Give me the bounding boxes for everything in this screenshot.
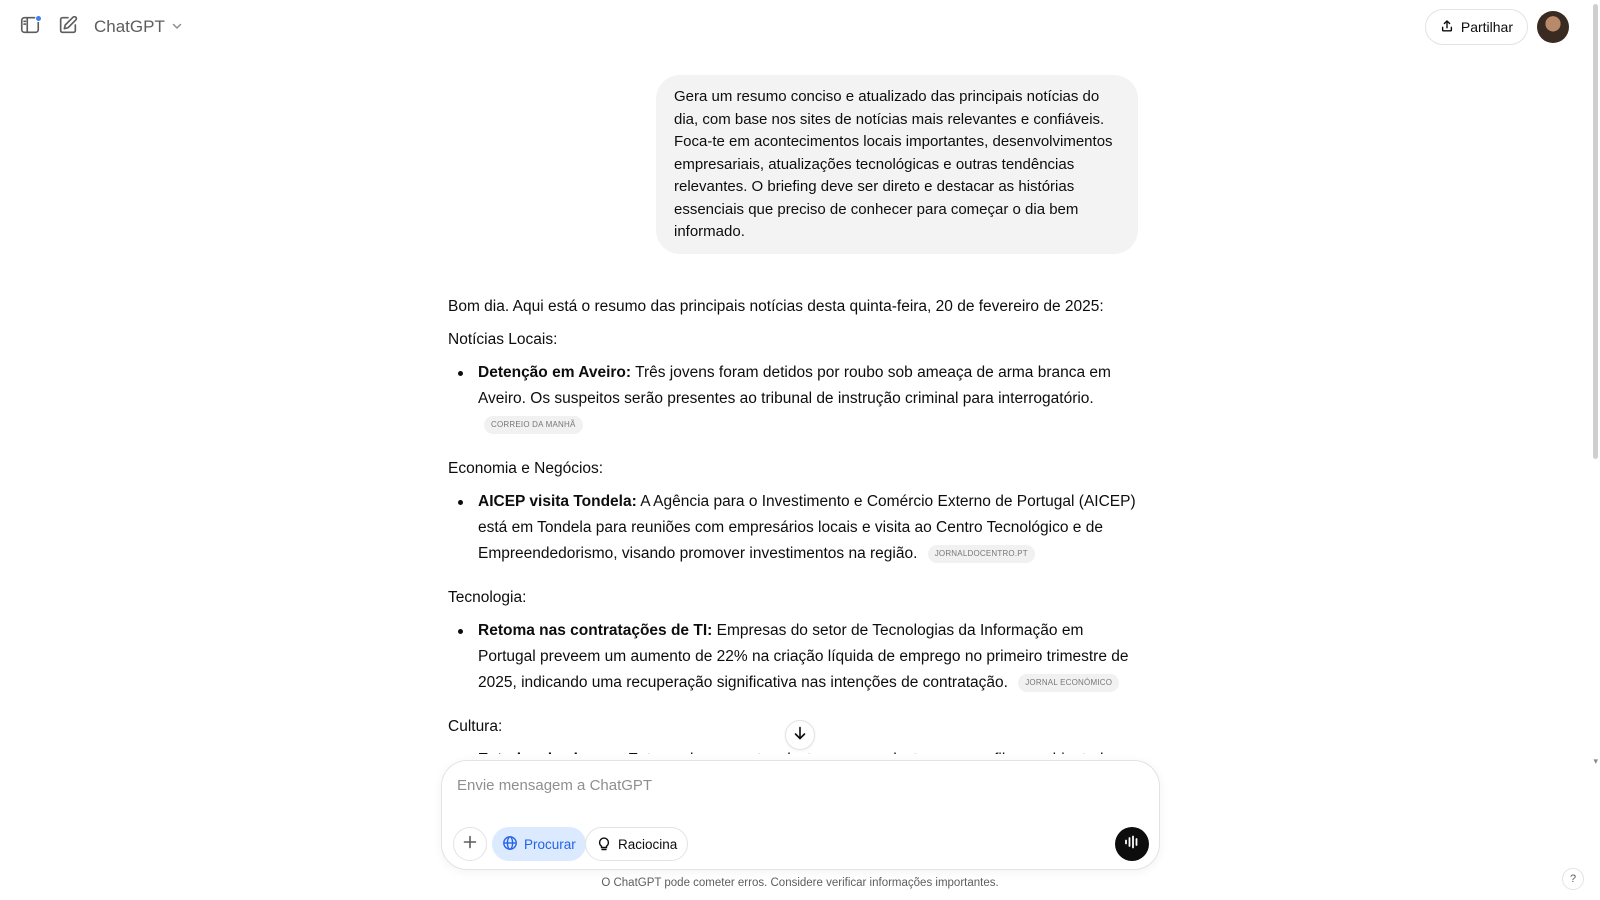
- plus-icon: [462, 833, 478, 856]
- message-composer: [441, 760, 1160, 870]
- scroll-to-bottom-button[interactable]: [785, 720, 815, 750]
- user-message: Gera um resumo conciso e atualizado das principais notícias do dia, com base nos sites de notícias mais relevantes e confiáveis. Foca-te em acontecimentos locais importantes, desenvolvimentos empresariais, atualizações tecnológicas e outras tendências relevantes. O briefing deve ser direto e destacar as histórias essenciais que preciso de conhecer para começar o dia bem informado.: [656, 75, 1138, 254]
- list-item: [478, 360, 1138, 438]
- reason-toggle-button[interactable]: [585, 827, 688, 861]
- share-label: Partilhar: [1460, 19, 1513, 35]
- item-text: Três jovens foram detidos por roubo sob ameaça de arma branca em Aveiro. Os suspeitos serão presentes ao tribunal de instrução criminal para interrogatório.: [478, 363, 1111, 407]
- section-list-economy: [448, 489, 1138, 567]
- avatar[interactable]: [1537, 11, 1569, 43]
- new-chat-button[interactable]: [53, 12, 83, 42]
- conversation: [448, 75, 1138, 817]
- section-heading-local: Notícias Locais:: [448, 330, 558, 348]
- sidebar-toggle-button[interactable]: [15, 12, 45, 42]
- item-title: Detenção em Aveiro:: [478, 363, 632, 381]
- scrollbar[interactable]: [1590, 0, 1600, 900]
- section-list-technology: [448, 618, 1138, 696]
- item-title: AICEP visita Tondela:: [478, 492, 637, 510]
- disclaimer-text: O ChatGPT pode cometer erros. Considere verificar informações importantes.: [601, 877, 999, 889]
- chevron-down-icon: [171, 17, 183, 37]
- section-list-local: [448, 360, 1138, 438]
- section-heading-technology: Tecnologia:: [448, 588, 527, 606]
- item-text: A Agência para o Investimento e Comércio Externo de Portugal (AICEP) está em Tondela para reuniões com empresários locais e visita ao Centro Tecnológico e de Empreendedorismo, visando promover investimentos na região.: [478, 492, 1136, 562]
- scroll-down-arrow-icon[interactable]: ▾: [1593, 756, 1598, 766]
- top-bar: [0, 0, 1600, 54]
- list-item: [478, 618, 1138, 696]
- source-chip[interactable]: CORREIO DA MANHÃ: [484, 416, 583, 434]
- share-icon: [1440, 19, 1454, 36]
- scrollbar-thumb[interactable]: [1593, 4, 1598, 459]
- list-item: [478, 489, 1138, 567]
- assistant-intro: Bom dia. Aqui está o resumo das principais notícias desta quinta-feira, 20 de fevereiro de 2025:: [448, 297, 1104, 315]
- section-heading-culture: Cultura:: [448, 717, 503, 735]
- source-chip[interactable]: JORNAL ECONÓMICO: [1018, 674, 1119, 692]
- item-text: Empresas do setor de Tecnologias da Informação em Portugal preveem um aumento de 22% na criação líquida de emprego no primeiro trimestre de 2025, indicando uma recuperação significativa nas intenções de contratação.: [478, 621, 1129, 691]
- model-name: ChatGPT: [94, 17, 165, 36]
- section-heading-economy: Economia e Negócios:: [448, 459, 604, 477]
- arrow-down-icon: [792, 725, 808, 746]
- help-button[interactable]: ?: [1562, 868, 1584, 890]
- new-chat-icon: [57, 14, 79, 41]
- lightbulb-icon: [596, 835, 612, 854]
- globe-icon: [502, 835, 518, 854]
- voice-waveform-icon: [1123, 833, 1141, 856]
- reason-label: Raciocina: [618, 836, 678, 852]
- item-title: Retoma nas contratações de TI:: [478, 621, 713, 639]
- message-input[interactable]: [457, 772, 1117, 798]
- attach-button[interactable]: [453, 827, 487, 861]
- search-toggle-button[interactable]: [492, 827, 586, 861]
- voice-mode-button[interactable]: [1115, 827, 1149, 861]
- share-button[interactable]: [1425, 9, 1528, 45]
- notification-dot: [35, 15, 42, 22]
- source-chip[interactable]: JORNALDOCENTRO.PT: [928, 545, 1035, 563]
- search-label: Procurar: [524, 836, 576, 852]
- model-selector[interactable]: [94, 13, 183, 41]
